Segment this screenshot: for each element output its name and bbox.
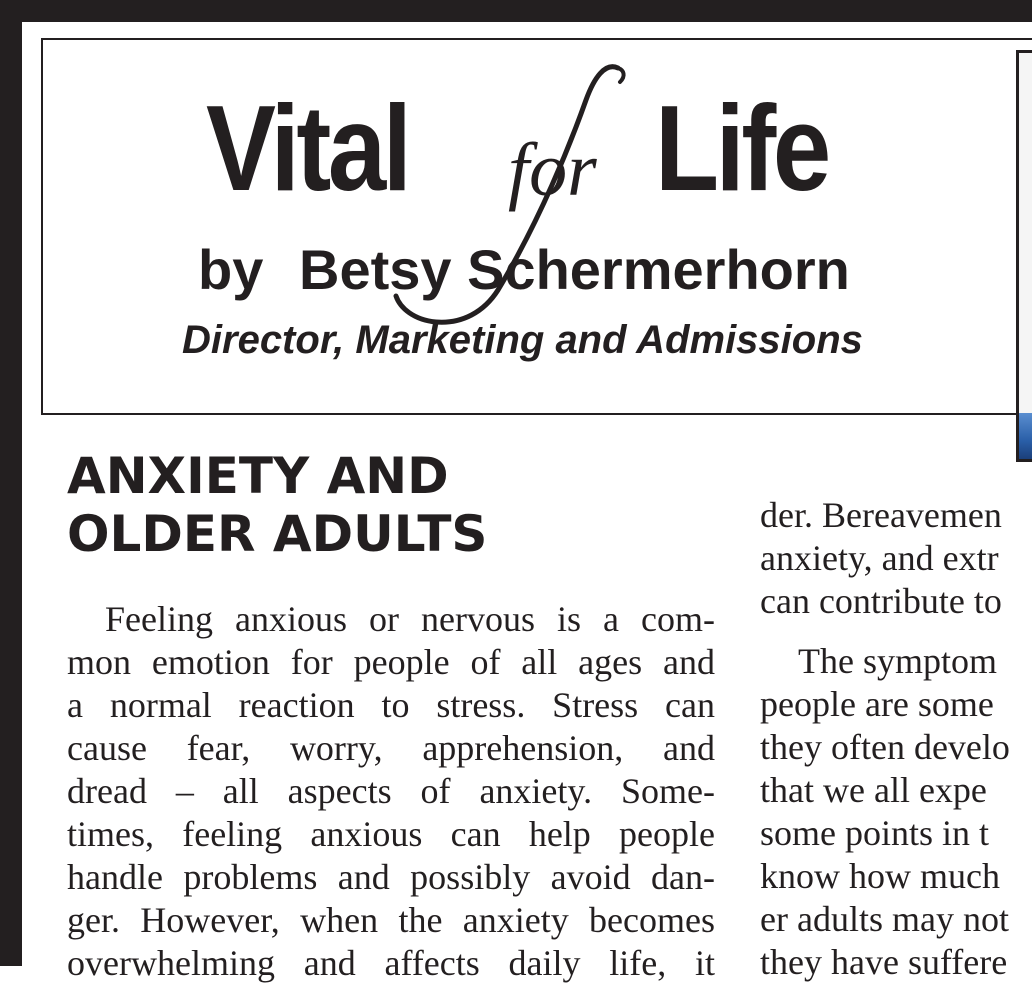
body-line: der. Bereavemen	[760, 495, 1002, 535]
masthead-title-life: Life	[655, 80, 828, 216]
body-line: times, feeling anxious can help people	[67, 814, 715, 854]
byline-author-title: Director, Marketing and Admissions	[182, 318, 863, 362]
byline-author-name: Betsy Schermerhorn	[299, 238, 850, 301]
body-line: The symptom	[798, 641, 997, 681]
body-line: mon emotion for people of all ages and	[67, 642, 715, 682]
masthead-title-for: for	[508, 128, 597, 212]
body-line: dread – all aspects of anxiety. Some-	[67, 771, 715, 811]
body-line: Feeling anxious or nervous is a com-	[105, 599, 715, 639]
body-line: a normal reaction to stress. Stress can	[67, 685, 715, 725]
body-line: ger. However, when the anxiety becomes	[67, 900, 715, 940]
article-headline	[67, 447, 487, 563]
author-photo-background	[1019, 413, 1032, 459]
author-photo	[1016, 50, 1032, 462]
byline-by: by	[198, 238, 264, 301]
body-line: anxiety, and extr	[760, 538, 999, 578]
body-line: cause fear, worry, apprehension, and	[67, 728, 715, 768]
headline-line-2: OLDER ADULTS	[67, 505, 488, 563]
body-line: can contribute to	[760, 581, 1002, 621]
body-line: they have suffere	[760, 942, 1008, 982]
headline-line-1: ANXIETY AND	[67, 447, 449, 505]
body-line: some points in t	[760, 813, 990, 853]
article-column-right	[760, 494, 1032, 984]
paragraph-gap	[760, 623, 1032, 640]
body-line: they often develo	[760, 727, 1010, 767]
body-line: er adults may not	[760, 899, 1009, 939]
masthead-title-vital: Vital	[206, 80, 409, 216]
article-column-left	[67, 598, 715, 985]
body-line: people are some	[760, 684, 994, 724]
body-line: handle problems and possibly avoid dan-	[67, 857, 715, 897]
body-line: overwhelming and affects daily life, it	[67, 943, 715, 983]
body-line: that we all expe	[760, 770, 987, 810]
body-line: know how much	[760, 856, 1000, 896]
